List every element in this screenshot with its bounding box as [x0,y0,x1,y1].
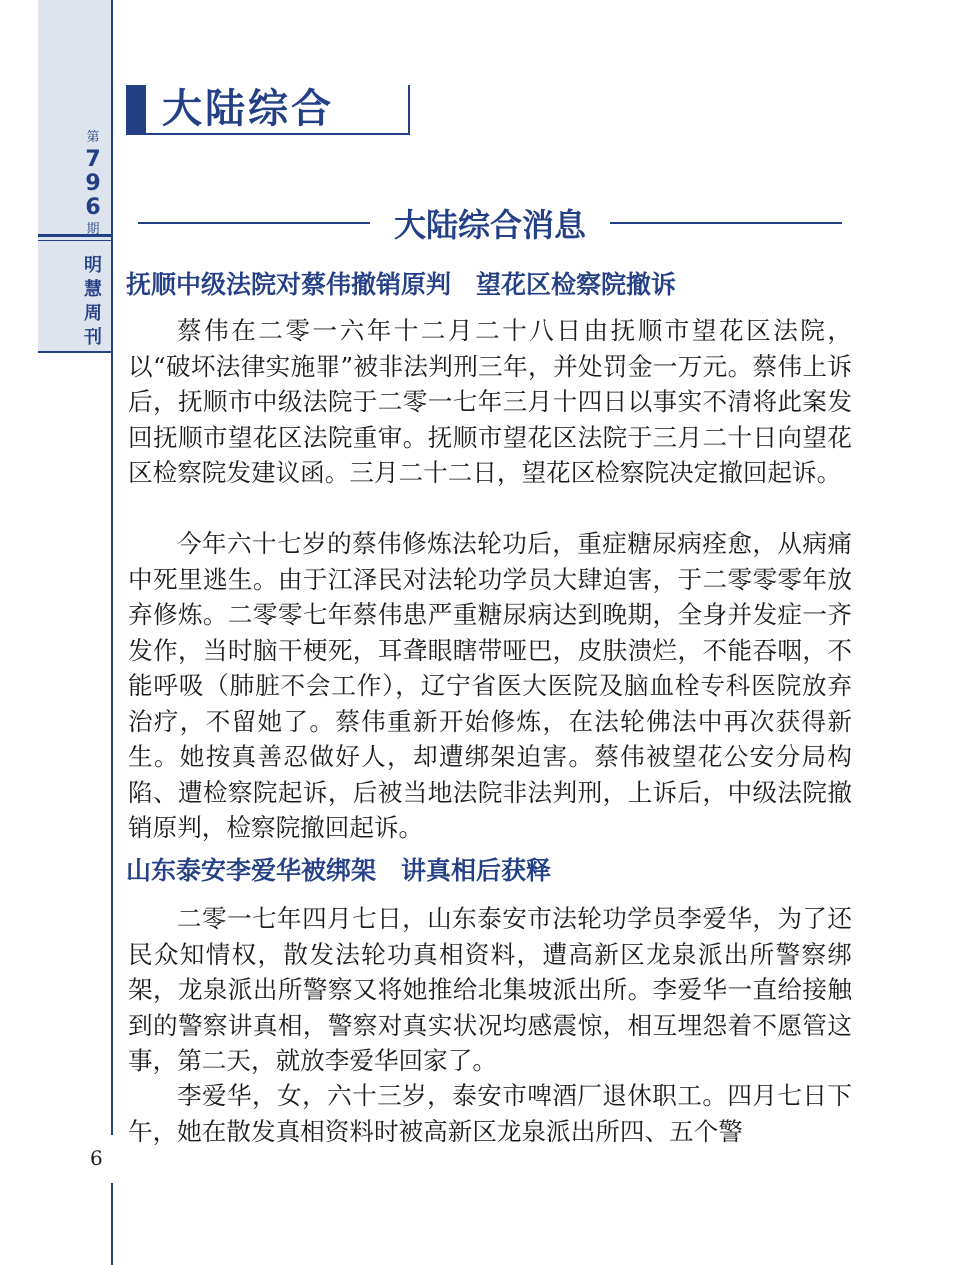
sidebar-bottom-rule [38,351,112,353]
issue-prefix: 第 [86,130,100,145]
section-title: 大陆综合 [162,86,334,132]
publication-char: 慧 [84,279,102,300]
publication-char: 周 [84,303,102,324]
article-paragraph: 李爱华，女，六十三岁，泰安市啤酒厂退休职工。四月七日下午，她在散发真相资料时被高新区龙泉派出所四、五个警 [128,1081,852,1146]
page-number: 6 [90,1146,103,1170]
publication-name [74,254,112,350]
banner-bar [126,85,146,133]
article-heading: 抚顺中级法院对蔡伟撤销原判 望花区检察院撤诉 [126,270,677,299]
section-banner [126,85,410,135]
article-heading: 山东泰安李爱华被绑架 讲真相后获释 [126,856,552,885]
article-paragraph: 二零一七年四月七日，山东泰安市法轮功学员李爱华，为了还民众知情权，散发法轮功真相资料，遭高新区龙泉派出所警察绑架，龙泉派出所警察又将她推给北集坡派出所。李爱华一直给接触到的警察讲真相，警察对真实状况均感震惊，相互埋怨着不愿管这事，第二天，就放李爱华回家了。 [128,904,852,1075]
main-title: 大陆综合消息 [394,206,587,244]
publication-char: 明 [84,255,102,276]
title-rule-right [610,222,842,224]
margin-rule-gap [105,1135,119,1183]
sidebar-divider-thin [38,240,112,241]
issue-suffix: 期 [86,222,100,237]
issue-number [74,128,112,240]
article-paragraph: 蔡伟在二零一六年十二月二十八日由抚顺市望花区法院，以“破坏法律实施罪”被非法判刑三年，并处罚金一万元。蔡伟上诉后，抚顺市中级法院于二零一七年三月十四日以事实不清将此案发回抚顺市望花区法院重审。抚顺市望花区法院于三月二十日向望花区检察院发建议函。三月二十二日，望花区检察院决定撤回起诉。 [128,316,852,487]
main-title-row [138,198,842,248]
article-paragraph: 今年六十七岁的蔡伟修炼法轮功后，重症糖尿病痊愈，从病痛中死里逃生。由于江泽民对法轮功学员大肆迫害，于二零零零年放弃修炼。二零零七年蔡伟患严重糖尿病达到晚期，全身并发症一齐发作，当时脑干梗死，耳聋眼瞎带哑巴，皮肤溃烂，不能吞咽，不能呼吸（肺脏不会工作），辽宁省医大医院及脑血栓专科医院放弃治疗，不留她了。蔡伟重新开始修炼，在法轮佛法中再次获得新生。她按真善忍做好人，却遭绑架迫害。蔡伟被望花公安分局构陷、遭检察院起诉，后被当地法院非法判刑，上诉后，中级法院撤销原判，检察院撤回起诉。 [128,529,852,842]
title-rule-left [138,222,370,224]
issue-digit: 7 [85,147,101,172]
issue-digit: 6 [85,195,101,220]
issue-digit: 9 [85,171,101,196]
publication-char: 刊 [84,327,102,348]
